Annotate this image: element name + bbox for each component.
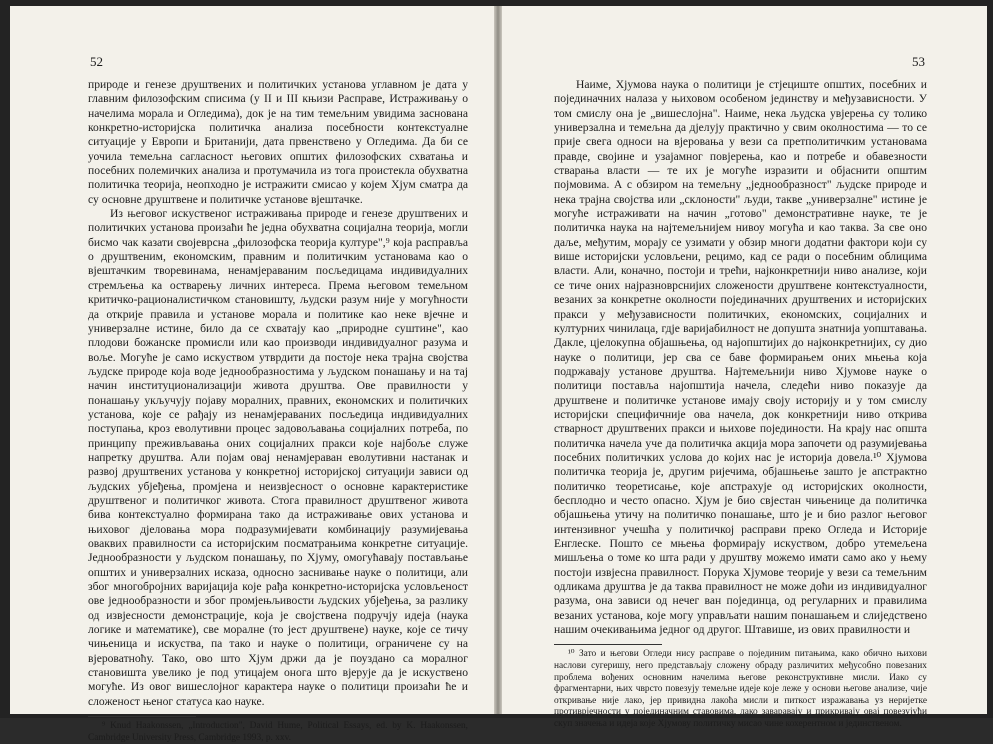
right-body-text bbox=[554, 78, 927, 637]
footnote-rule-right bbox=[554, 644, 662, 645]
footnote-10 bbox=[554, 649, 927, 730]
right-paragraph-1: Наиме, Хјумова наука о политици је стјециште општих, посебних и појединачних налаза у њиховом особеном јединству и међузависности. У том смислу она је „вишеслојна". Наиме, нека људска увјерења су толико универзална и темељна да дјелују практично у свим околностима — то се прије свега односи на вјеровања у вези са претполитичким установама правде, својине и узајамног повјерења, као и потребе и обавезности стварања власти — те их је могуће изразити и објаснити општим појмовима. А с обзиром на темељну „једнообразност" људске природе и нека трајна својства или „склоности" људи, такве „универзалне" истине је могуће истраживати на начин „готово" демонстративне науке, те је политичка наука на најтемељнијем нивоу могућа и као таква. За све оно даље, међутим, морају се узимати у обзир многи додатни фактори који су више историјски условљени, рецимо, кад се ради о посебним облицима власти. Али, коначно, постоји и трећи, најконкретнији ниво анализе, који се тиче оних најразноврснијих сложености друштвене контекстуалности, везаних за конкретне околности појединачних друштвених и историјских пракси у међузависности политичких, економских, социјалних и културних чинилаца, гдје варијабилност не допушта знатнија уопштавања. Дакле, цјелокупна објашњења, од најопштијих до најконкретнијих, су дио науке о политици, јер сва се баве формирањем оних мњења која подржавају установе друштва. Најтемељнији ниво Хјумове науке о политици поставља најопштија начела, следећи ниво показује да друштвене и политичке установе имају своју историју и у том смислу историјски специфичније ова начела, док конкретнији ниво открива стварност друштвених пракси и њихове појединости. На крају нас општа политичка начела уче да политичка акција мора започети од разумијевања посебних политичких услова до којих нас је историја довела.¹⁰ Хјумова политичка теорија је, другим ријечима, објашњење зашто је апстрактно политичко теоретисање, које апстрахује од историјских околности, бесплодно и често опасно. Хјум је био свјестан чињенице да политичка објашњења утичу на политичко понашање, што је и био разлог његовог интензивног учешћа у политичкој расправи преко Огледа и Историје Енглеске. Пошто се мњења формирају искуством, добро утемељена мишљења о томе ко шта ради у друштву можемо имати само ако у њему постоји извјесна правилност. Порука Хјумове теорије у вези са темељним одликама друштва је да таква правилност не може доћи из индивидуалног разума, она зависи од нечег ван појединца, од регуларних и правилима везаних установа, које могу управљати нашим понашањем и слиједствено нашим очекивањима једног од другог. Штавише, из ових правилности и bbox=[554, 78, 927, 637]
footnote-9-text: ⁹ Knud Haakonssen, „Introduction", David Hume, Political Essays, ed. by K. Haakonssen, Cambridge University Press, Cambridge 1993, p. xxv. bbox=[88, 721, 468, 743]
page-number-right: 53 bbox=[912, 54, 925, 69]
left-page bbox=[10, 6, 494, 743]
footnote-10-text: ¹⁰ Зато и његови Огледи нису расправе о појединим питањима, како обично њихови наслови сугеришу, него представљају сложену обраду различитих међусобно повезаних проблема вођених основним начелима његове реконструктивне мисли. Иако су фрагментарни, њих чврсто повезују темељне идеје које леже у основи његове анализе, чије откривање није лако, јер привидна лакоћа мисли и питкост изражавања уз неријетке противрјечности у појединачним ставовима, лако заваравају и прикривају овај повезујући скуп значења и идеја које Хјумову политичку мисао чине кохерентном и јединственом. bbox=[554, 649, 927, 729]
book-gutter bbox=[494, 6, 502, 714]
left-paragraph-1: природе и генезе друштвених и политичких установа углавном је дата у главним филозофским списима (у II и III књизи Расправе, Истраживању о начелима морала и Огледима), док је на тим темељним увидима заснована конкретно-историјска политичка анализа посебности контекстуалне ситуације у Европи и Британији, дата првенствено у Огледима. Да би се уочила темељна сагласност његових општих филозофских схватања и посебних полемичких анализа и протумачила из тога проистекла обухватна политичка теорија, неопходно је истражити смисао у којем Хјум сматра да су основне друштвене и политичке установе вјештачке. bbox=[88, 78, 468, 206]
left-paragraph-2: Из његовог искуственог истраживања природе и генезе друштвених и политичких установа произаћи ће једна обухватна социјална теорија, могли бисмо чак казати својеврсна „филозофска теорија културе",⁹ која расправља о друштвеним, економским, правним и политичким установама као о вјештачким творевинама, ненамјераваним посљедицама индивидуалних стремљења ка остварењу личних интереса. Према његовом темељном критичко-рационалистичком становишту, људски разум није у могућности да открије правила и установе морала и политике као неке вјечне и универзалне истине, било да се схватају као „природне суштине", као плодови божанске промисли или као производи индивидуалног разума и воље. Могуће је само искуством утврдити да постоје нека трајна својства људске природе која воде једнообразностима у људском понашању и на тај начин институционализацији живота друштва. Ове правилности у понашању укључују појаву моралних, правних, економских и политичких установа, које се рађају из ненамјераваних посљедица индивидуалних поступања, кроз еволутивни процес задовољавања социјалних потреба, по принципу преживљавања оних социјалних пракси које најбоље служе напретку друштва. Али појам овај ненамјераван еволутивни настанак и развој друштвених установа у конкретној историјској ситуацији зависи од људских убјеђења, промјена и неизвјесност о основне карактеристике друштвеног и политичког живота. Стога правилност друштвеног живота бива контекстуално формирана тако да истраживање ових установа и њиховог дјеловања мора подразумијевати комбинацију разумијевања оваквих правилности са историјским посматрањима конкретне ситуације. Једнообразности у људском понашању, по Хјуму, омогућавају постављање општих и универзалних исказа, односно заснивање науке о политици, али због многобројних варијација које рађа конкретно-историјска условљеност ове једнообразности и због промјењљивости људских убјеђења, за разлику од извјесности демонстрације, која је својствена подручју идеја (наука логике и математике), све моралне (то јест друштвене) науке, које се тичу чињеница и искуства, па тако и науке о политици, ограничене су на вјероватноћу. Тако, ово што Хјум држи да је поуздано са моралног становишта увелико је под утицајем оногa што вјерује да је искуствено могуће. Из овог вишеслојног карактера науке о политици произаћи ће и сложеност њеног статуса као науке. bbox=[88, 207, 468, 708]
left-body-text bbox=[88, 78, 468, 709]
right-page bbox=[502, 6, 987, 729]
footnote-rule-left bbox=[88, 716, 196, 717]
footnote-9 bbox=[88, 721, 468, 744]
page-number-left: 52 bbox=[90, 54, 103, 69]
